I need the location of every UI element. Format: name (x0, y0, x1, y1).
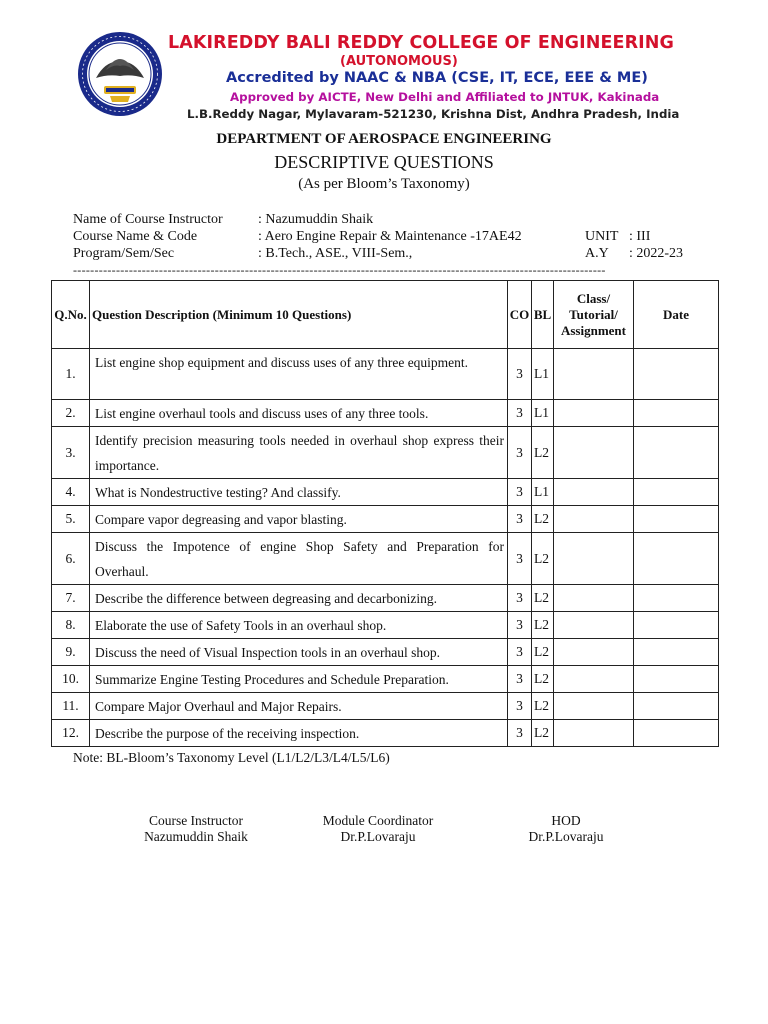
question-date-cell (634, 612, 719, 639)
question-text: Elaborate the use of Safety Tools in an overhaul shop. (90, 612, 508, 639)
table-row (52, 585, 719, 612)
question-bl: L2 (532, 427, 554, 479)
instructor-label: Name of Course Instructor (73, 212, 223, 227)
header-bl: BL (532, 281, 554, 349)
question-class-cell (554, 585, 634, 612)
question-bl: L1 (532, 400, 554, 427)
header-description: Question Description (Minimum 10 Questions) (90, 281, 508, 349)
question-class-cell (554, 612, 634, 639)
question-text: Compare vapor degreasing and vapor blasting. (90, 506, 508, 533)
header-class-line3: Assignment (560, 322, 626, 338)
question-bl: L2 (532, 720, 554, 747)
question-bl: L2 (532, 506, 554, 533)
bloom-note: Note: BL-Bloom’s Taxonomy Level (L1/L2/L3/L4/L5/L6) (73, 750, 390, 765)
question-date-cell (634, 533, 719, 585)
question-co: 3 (508, 585, 532, 612)
question-number: 1. (52, 349, 90, 400)
table-row (52, 400, 719, 427)
course-value: : Aero Engine Repair & Maintenance -17AE42 (258, 229, 522, 244)
question-class-cell (554, 693, 634, 720)
department-title: DEPARTMENT OF AEROSPACE ENGINEERING (216, 131, 552, 147)
table-row (52, 693, 719, 720)
question-class-cell (554, 720, 634, 747)
table-header-row (52, 281, 719, 349)
question-class-cell (554, 479, 634, 506)
question-co: 3 (508, 693, 532, 720)
question-class-cell (554, 427, 634, 479)
approval-line: Approved by AICTE, New Delhi and Affiliated to JNTUK, Kakinada (230, 90, 660, 104)
question-text: Discuss the Impotence of engine Shop Safety and Preparation for Overhaul. (90, 533, 508, 585)
question-number: 5. (52, 506, 90, 533)
signature-role: Module Coordinator (322, 813, 434, 828)
unit-value: : III (629, 229, 651, 244)
header-co: CO (508, 281, 532, 349)
question-date-cell (634, 349, 719, 400)
signature-role: HOD (551, 813, 581, 828)
header-qno: Q.No. (52, 281, 90, 349)
question-co: 3 (508, 506, 532, 533)
question-number: 12. (52, 720, 90, 747)
question-co: 3 (508, 720, 532, 747)
question-text: What is Nondestructive testing? And classify. (90, 479, 508, 506)
accreditation-line: Accredited by NAAC & NBA (CSE, IT, ECE, EEE & ME) (226, 70, 648, 86)
question-date-cell (634, 400, 719, 427)
question-date-cell (634, 585, 719, 612)
signature-name: Dr.P.Lovaraju (340, 829, 416, 844)
question-co: 3 (508, 479, 532, 506)
question-number: 2. (52, 400, 90, 427)
table-row (52, 720, 719, 747)
header-class-line2: Tutorial/ (569, 306, 618, 322)
question-number: 7. (52, 585, 90, 612)
question-number: 3. (52, 427, 90, 479)
question-text: Identify precision measuring tools needed in overhaul shop express their importance. (90, 427, 508, 479)
question-bl: L2 (532, 693, 554, 720)
question-text: List engine overhaul tools and discuss uses of any three tools. (90, 400, 508, 427)
question-number: 4. (52, 479, 90, 506)
question-class-cell (554, 400, 634, 427)
question-text: Discuss the need of Visual Inspection tools in an overhaul shop. (90, 639, 508, 666)
separator-line: ---------------------------------------------------------------------------------------------------------------------------- (73, 263, 606, 277)
question-bl: L2 (532, 533, 554, 585)
header-date: Date (634, 281, 719, 349)
college-emblem-icon (76, 30, 164, 118)
table-row (52, 666, 719, 693)
question-class-cell (554, 639, 634, 666)
document-title: DESCRIPTIVE QUESTIONS (274, 152, 494, 172)
question-number: 8. (52, 612, 90, 639)
program-value: : B.Tech., ASE., VIII-Sem., (258, 246, 413, 261)
question-text: Describe the purpose of the receiving inspection. (90, 720, 508, 747)
table-row (52, 427, 719, 479)
question-co: 3 (508, 400, 532, 427)
question-date-cell (634, 720, 719, 747)
header-class (554, 281, 634, 349)
question-text: List engine shop equipment and discuss uses of any three equipment. (90, 349, 508, 400)
course-label: Course Name & Code (73, 229, 198, 244)
question-number: 6. (52, 533, 90, 585)
question-number: 11. (52, 693, 90, 720)
question-text: Summarize Engine Testing Procedures and Schedule Preparation. (90, 666, 508, 693)
college-name: LAKIREDDY BALI REDDY COLLEGE OF ENGINEERING (168, 33, 674, 53)
question-bl: L2 (532, 666, 554, 693)
signature-role: Course Instructor (148, 813, 244, 828)
table-row (52, 506, 719, 533)
question-class-cell (554, 666, 634, 693)
question-co: 3 (508, 349, 532, 400)
ay-label: A.Y (585, 246, 609, 261)
question-co: 3 (508, 533, 532, 585)
question-text: Compare Major Overhaul and Major Repairs. (90, 693, 508, 720)
question-number: 10. (52, 666, 90, 693)
question-date-cell (634, 506, 719, 533)
autonomous-label: (AUTONOMOUS) (340, 54, 458, 69)
college-address: L.B.Reddy Nagar, Mylavaram-521230, Krishna Dist, Andhra Pradesh, India (187, 107, 680, 121)
question-co: 3 (508, 612, 532, 639)
question-date-cell (634, 427, 719, 479)
signature-name: Dr.P.Lovaraju (528, 829, 604, 844)
question-co: 3 (508, 639, 532, 666)
question-bl: L1 (532, 349, 554, 400)
header-class-line1: Class/ (576, 290, 611, 306)
question-number: 9. (52, 639, 90, 666)
signature-hod (486, 813, 646, 845)
instructor-value: : Nazumuddin Shaik (258, 212, 374, 227)
question-date-cell (634, 693, 719, 720)
signature-module-coordinator (298, 813, 458, 845)
question-bl: L2 (532, 639, 554, 666)
document-subtitle: (As per Bloom’s Taxonomy) (298, 176, 470, 192)
table-row (52, 639, 719, 666)
table-row (52, 479, 719, 506)
question-date-cell (634, 666, 719, 693)
question-text: Describe the difference between degreasing and decarbonizing. (90, 585, 508, 612)
question-date-cell (634, 639, 719, 666)
unit-label: UNIT (585, 229, 619, 244)
question-class-cell (554, 349, 634, 400)
table-row (52, 349, 719, 400)
question-bl: L2 (532, 585, 554, 612)
question-date-cell (634, 479, 719, 506)
signature-course-instructor (116, 813, 276, 845)
table-row (52, 612, 719, 639)
question-bl: L2 (532, 612, 554, 639)
question-class-cell (554, 506, 634, 533)
table-row (52, 533, 719, 585)
program-label: Program/Sem/Sec (73, 246, 175, 261)
question-class-cell (554, 533, 634, 585)
question-bl: L1 (532, 479, 554, 506)
questions-table (51, 280, 719, 747)
ay-value: : 2022-23 (629, 246, 684, 261)
question-co: 3 (508, 666, 532, 693)
signature-name: Nazumuddin Shaik (144, 829, 248, 844)
question-co: 3 (508, 427, 532, 479)
